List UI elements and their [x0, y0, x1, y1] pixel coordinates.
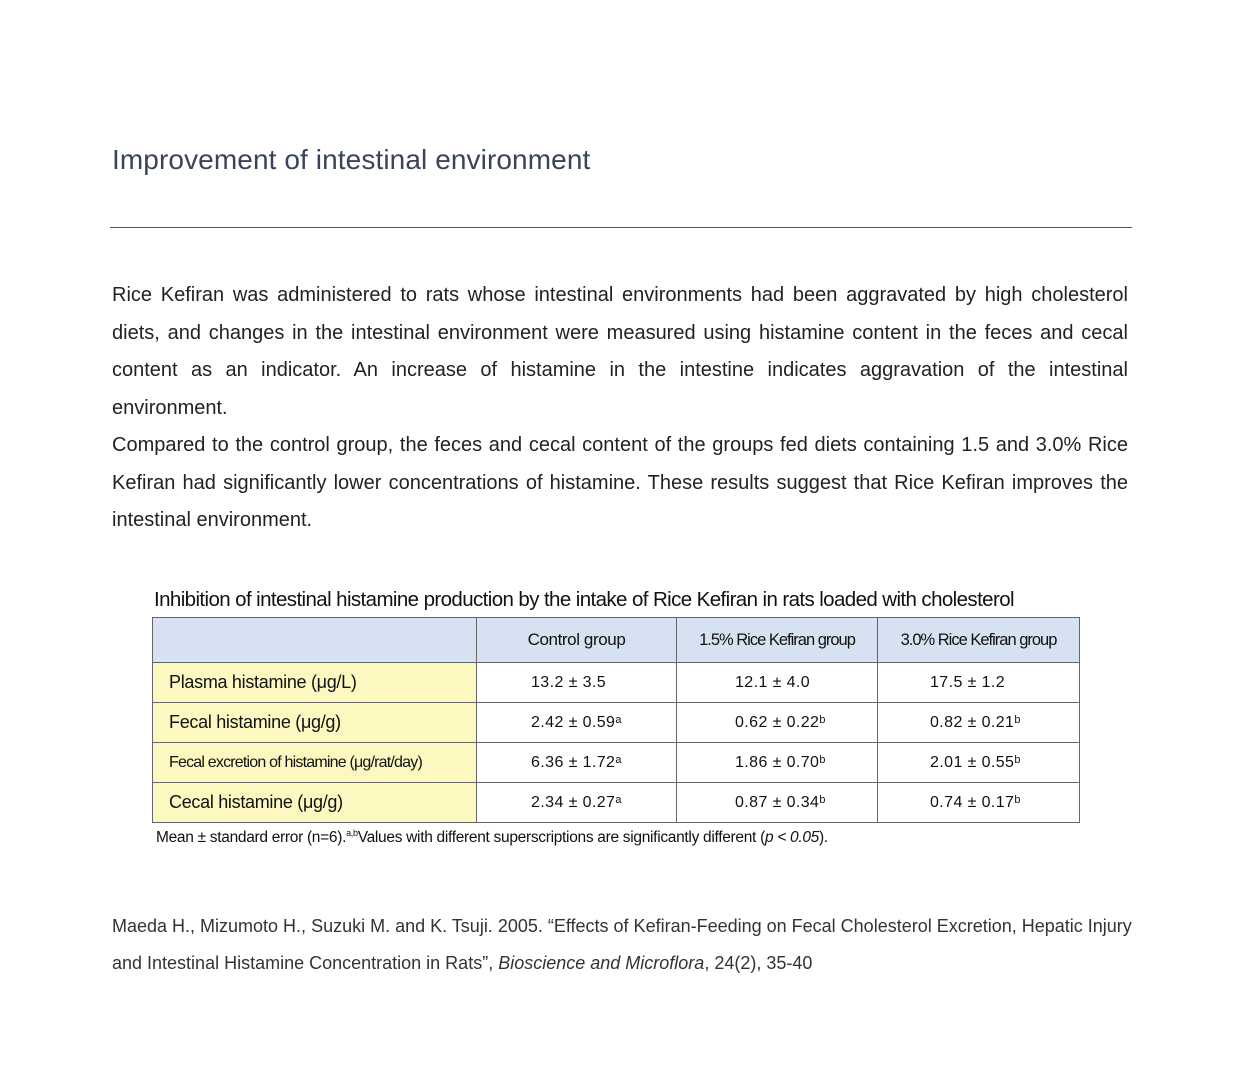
footnote-prefix: Mean ± standard error (n=6).: [156, 829, 347, 847]
header-1-5-percent-group: 1.5% Rice Kefiran group: [677, 618, 878, 663]
footnote-superscript: a,b: [346, 828, 358, 838]
header-cell-empty: [153, 618, 477, 663]
table-row: [153, 783, 1080, 823]
header-3-0-percent-group: 3.0% Rice Kefiran group: [878, 618, 1080, 663]
table-cell: 12.1 ± 4.0: [677, 663, 878, 703]
footnote-text: Values with different superscriptions are significantly different (: [357, 829, 765, 847]
table-caption: Inhibition of intestinal histamine production by the intake of Rice Kefiran in rats loaded with cholesterol: [154, 588, 1014, 611]
row-label-fecal-histamine: Fecal histamine (μg/g): [153, 703, 477, 743]
table-row: [153, 703, 1080, 743]
table-cell: 0.87 ± 0.34ᵇ: [677, 783, 878, 823]
table-cell: 6.36 ± 1.72ᵃ: [477, 743, 677, 783]
citation-journal: Bioscience and Microflora: [498, 953, 705, 973]
table-cell: 2.42 ± 0.59ᵃ: [477, 703, 677, 743]
table-cell: 0.82 ± 0.21ᵇ: [878, 703, 1080, 743]
table-cell: 13.2 ± 3.5: [477, 663, 677, 703]
row-label-cecal-histamine: Cecal histamine (μg/g): [153, 783, 477, 823]
title-divider: [110, 227, 1132, 228]
row-label-fecal-excretion: Fecal excretion of histamine (μg/rat/day): [153, 743, 477, 783]
citation-text: Maeda H., Mizumoto H., Suzuki M. and K. Tsuji. 2005. “Effects of Kefiran-Feeding on Fecal Cholesterol Excretion, Hepatic Injury and Intestinal Histamine Concentration in Rats”,: [112, 916, 1132, 973]
table-header-row: [153, 618, 1080, 663]
paragraph-results: Compared to the control group, the feces and cecal content of the groups fed diets containing 1.5 and 3.0% Rice Kefiran had significantly lower concentrations of histamine. These results suggest that Rice Kefiran improves the intestinal environment.: [112, 434, 1128, 531]
table-cell: 1.86 ± 0.70ᵇ: [677, 743, 878, 783]
table-row: [153, 743, 1080, 783]
body-text: [112, 277, 1128, 540]
histamine-table: [152, 617, 1080, 823]
paragraph-intro: Rice Kefiran was administered to rats whose intestinal environments had been aggravated by high cholesterol diets, and changes in the intestinal environment were measured using histamine content in the feces and cecal content as an indicator. An increase of histamine in the intestine indicates aggravation of the intestinal environment.: [112, 284, 1128, 419]
table-row: [153, 663, 1080, 703]
header-control-group: Control group: [477, 618, 677, 663]
table-cell: 17.5 ± 1.2: [878, 663, 1080, 703]
table-cell: 2.34 ± 0.27ᵃ: [477, 783, 677, 823]
histamine-table-block: [152, 586, 1080, 847]
citation: [112, 908, 1132, 982]
footnote-p-value: p < 0.05: [764, 829, 819, 847]
table-cell: 0.62 ± 0.22ᵇ: [677, 703, 878, 743]
table-cell: 2.01 ± 0.55ᵇ: [878, 743, 1080, 783]
footnote-suffix: ).: [819, 829, 828, 847]
row-label-plasma-histamine: Plasma histamine (μg/L): [153, 663, 477, 703]
table-footnote: [152, 828, 1080, 847]
citation-volume: , 24(2), 35-40: [704, 953, 813, 973]
page-title: Improvement of intestinal environment: [112, 144, 591, 175]
table-cell: 0.74 ± 0.17ᵇ: [878, 783, 1080, 823]
